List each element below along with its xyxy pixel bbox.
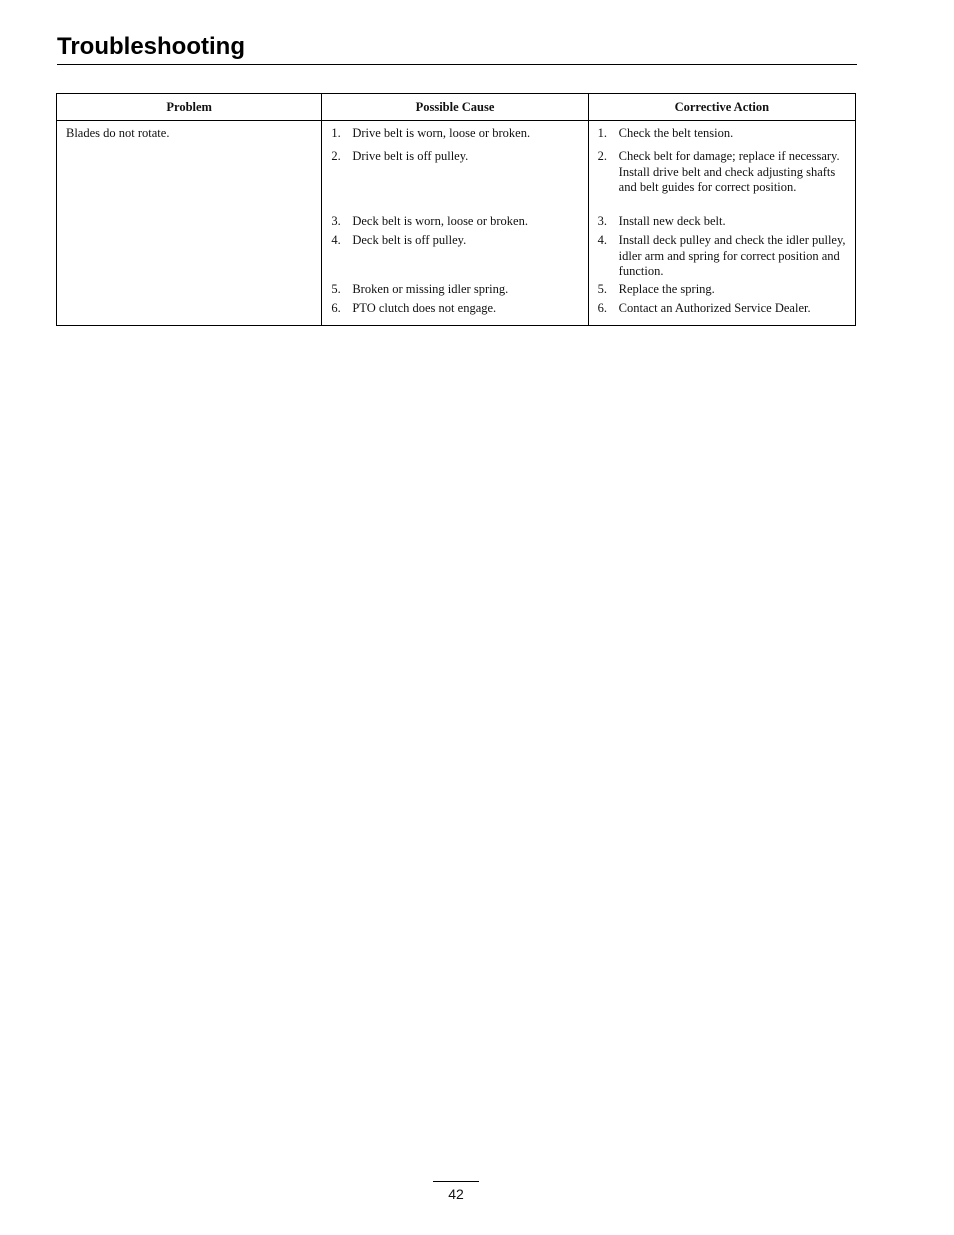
action-item xyxy=(598,214,847,233)
cause-text: PTO clutch does not engage. xyxy=(352,301,497,315)
page-number: 42 xyxy=(448,1186,464,1202)
action-item xyxy=(598,126,847,149)
action-number: 4. xyxy=(597,233,608,247)
cause-number: 5. xyxy=(331,282,341,296)
cause-text: Drive belt is worn, loose or broken. xyxy=(352,126,531,140)
action-item xyxy=(598,233,847,282)
cause-number: 2. xyxy=(331,149,341,163)
cause-text: Drive belt is off pulley. xyxy=(352,149,469,163)
action-text: Check the belt tension. xyxy=(618,126,734,140)
action-number: 1. xyxy=(597,126,608,140)
page-number-divider xyxy=(433,1181,479,1182)
troubleshooting-table xyxy=(56,93,856,326)
cause-text: Broken or missing idler spring. xyxy=(352,282,509,296)
cause-number: 1. xyxy=(331,126,341,140)
header-possible-cause: Possible Cause xyxy=(322,94,588,121)
cause-item xyxy=(331,126,579,149)
cause-number: 6. xyxy=(331,301,341,315)
title-divider xyxy=(57,64,857,65)
cause-item xyxy=(331,233,579,282)
action-text: Install new deck belt. xyxy=(618,214,726,228)
problem-cell xyxy=(57,121,322,326)
action-text: Replace the spring. xyxy=(618,282,715,296)
action-item xyxy=(598,149,847,214)
problem-text: Blades do not rotate. xyxy=(66,126,170,140)
action-number: 5. xyxy=(597,282,608,296)
cause-item xyxy=(331,282,579,301)
action-cell xyxy=(588,121,855,326)
cause-number: 3. xyxy=(331,214,341,228)
action-item xyxy=(598,282,847,301)
table-header-row xyxy=(57,94,856,121)
action-number: 2. xyxy=(597,149,608,163)
header-corrective-action: Corrective Action xyxy=(588,94,855,121)
header-problem: Problem xyxy=(57,94,322,121)
cause-cell xyxy=(322,121,588,326)
action-text: Check belt for damage; replace if necessary. Install drive belt and check adjusting shafts and belt guides for correct position. xyxy=(618,149,840,194)
action-text: Install deck pulley and check the idler pulley, idler arm and spring for correct position and function. xyxy=(618,233,846,278)
table-row xyxy=(57,121,856,326)
action-number: 6. xyxy=(597,301,608,315)
cause-text: Deck belt is worn, loose or broken. xyxy=(352,214,528,228)
action-text: Contact an Authorized Service Dealer. xyxy=(618,301,811,315)
cause-text: Deck belt is off pulley. xyxy=(352,233,467,247)
cause-number: 4. xyxy=(331,233,341,247)
page-title: Troubleshooting xyxy=(57,33,245,60)
cause-item xyxy=(331,149,579,214)
cause-item xyxy=(331,301,579,320)
action-number: 3. xyxy=(597,214,608,228)
action-item xyxy=(598,301,847,320)
cause-item xyxy=(331,214,579,233)
